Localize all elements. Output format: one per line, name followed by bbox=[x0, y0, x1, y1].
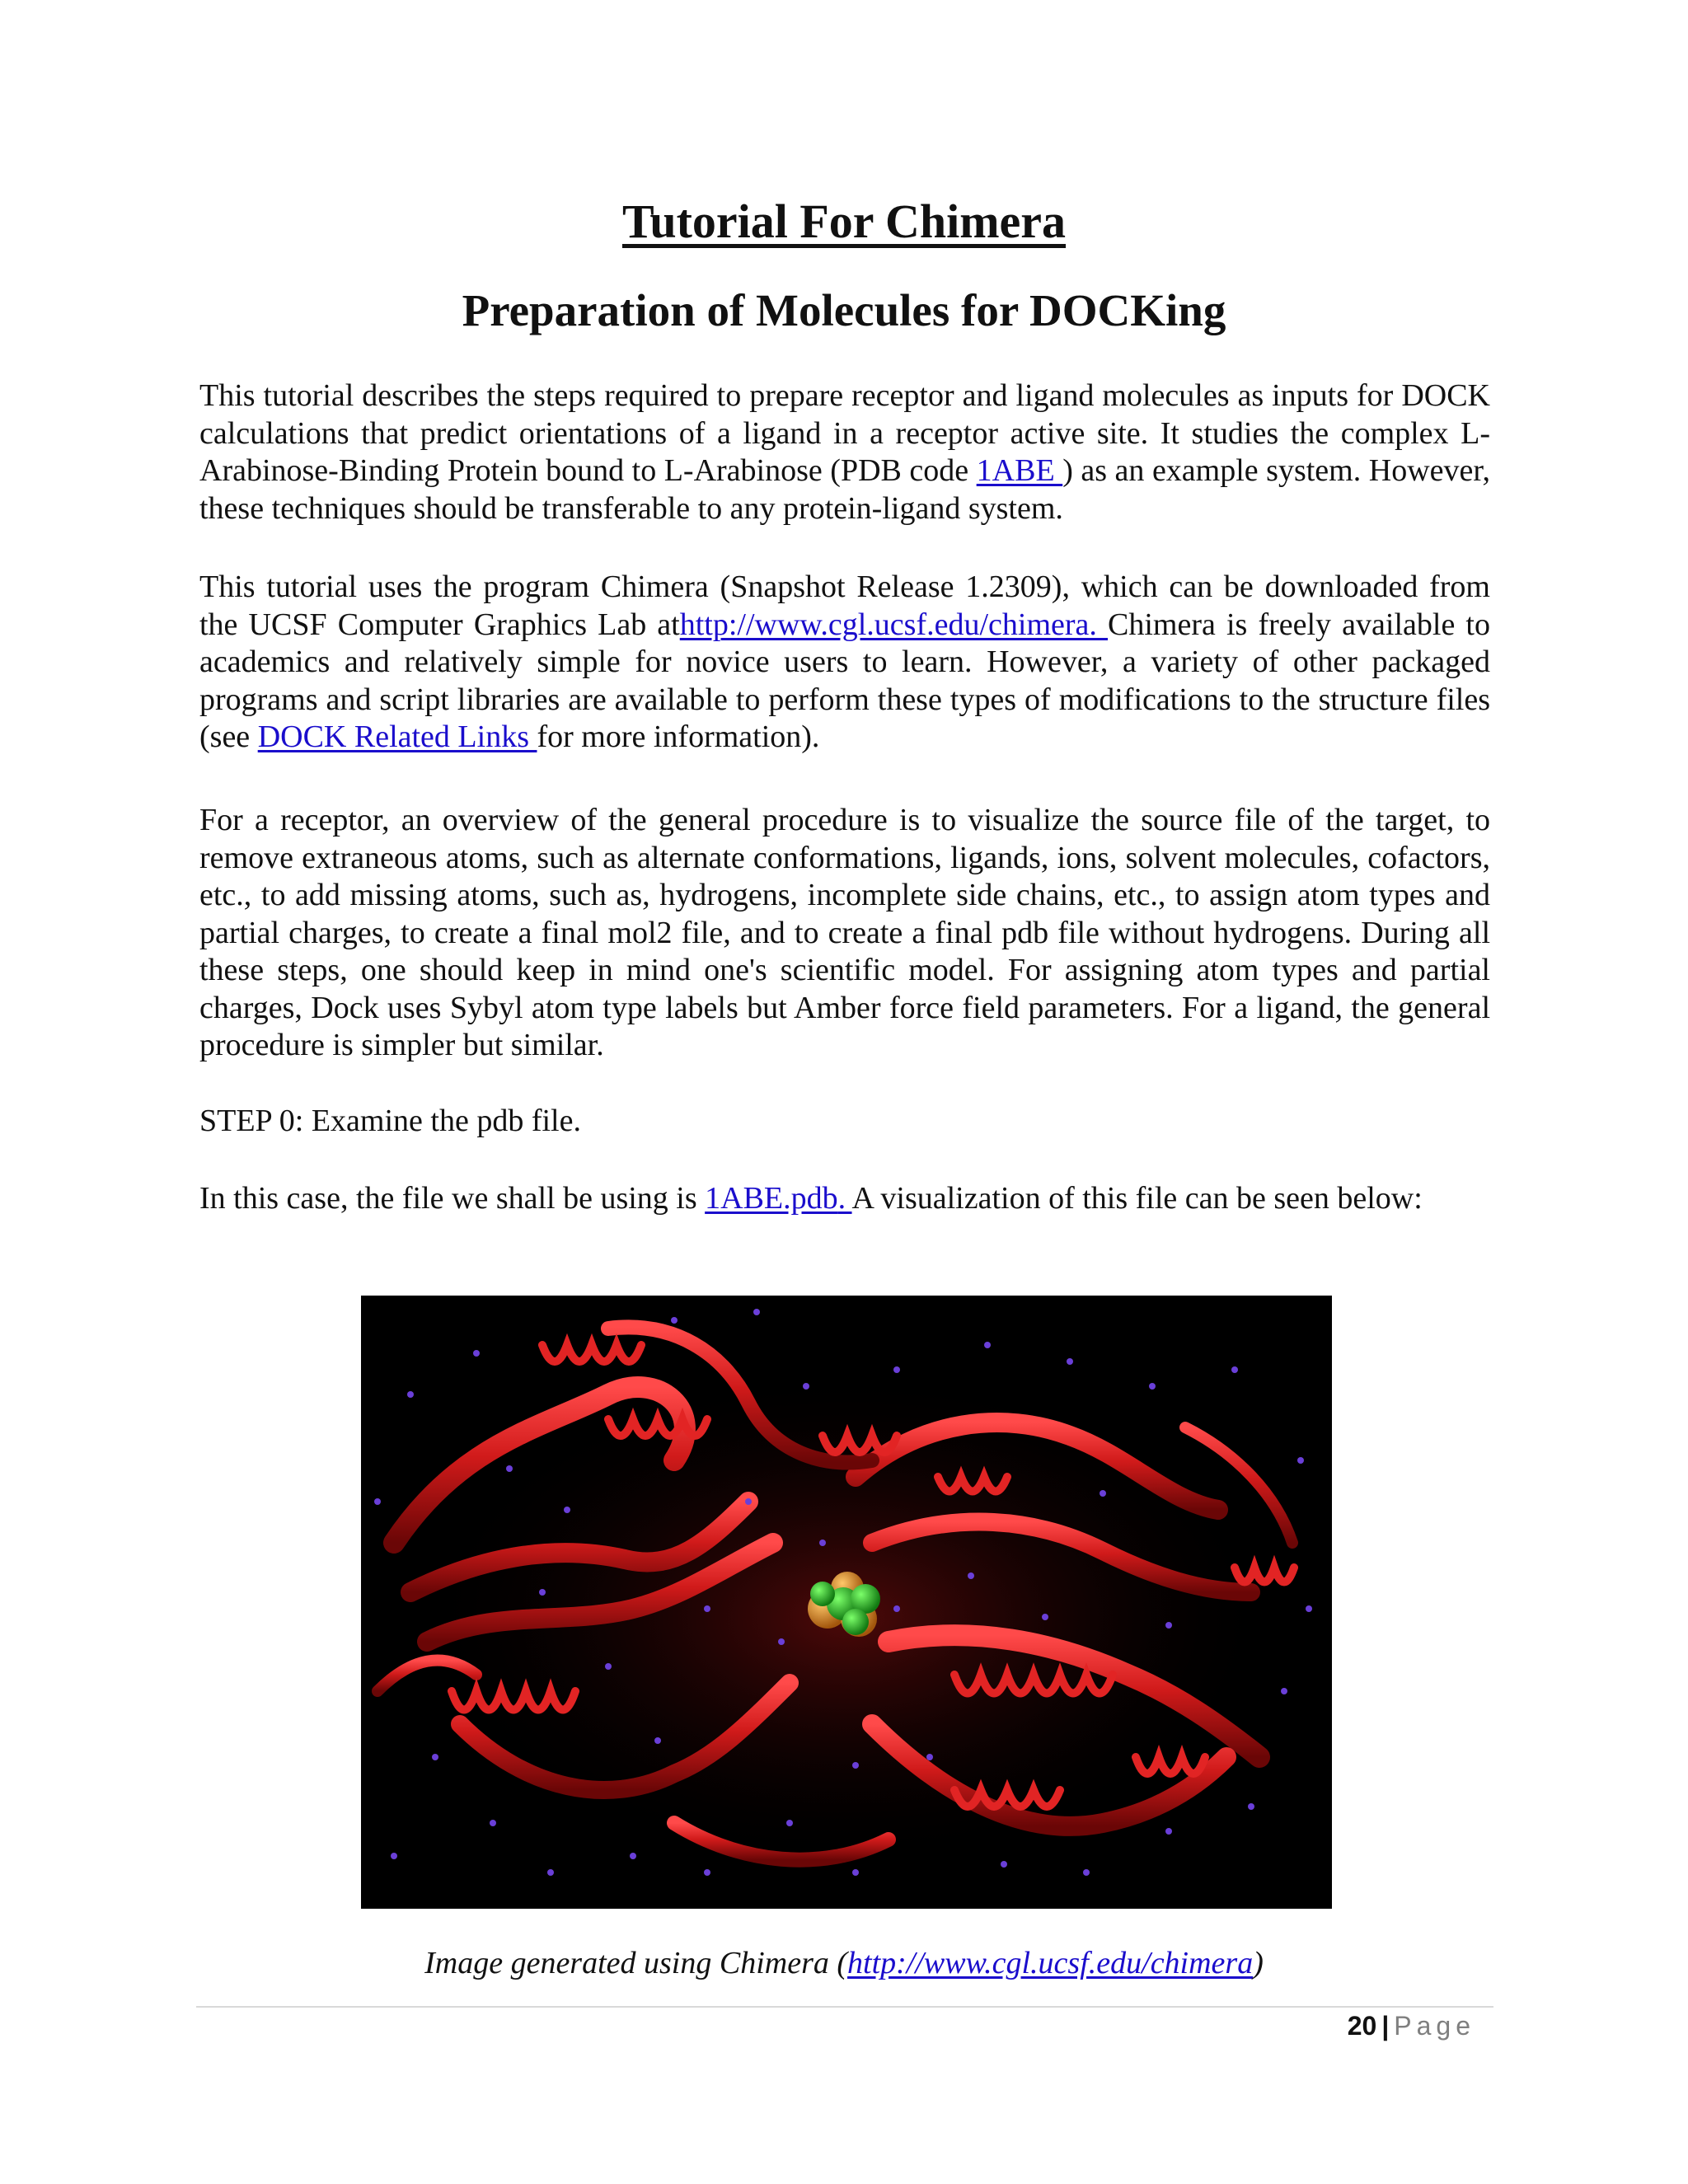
pdb-file-link-trail: . bbox=[837, 1181, 852, 1216]
dock-related-links-link[interactable]: DOCK Related Links bbox=[257, 719, 537, 754]
chimera-text-c: for more information). bbox=[537, 719, 820, 754]
page-footer bbox=[1348, 2011, 1475, 2041]
caption-chimera-link[interactable]: http://www.cgl.ucsf.edu/chimera bbox=[847, 1946, 1254, 1980]
caption-text-b: ) bbox=[1253, 1946, 1264, 1980]
intro-paragraph bbox=[199, 377, 1490, 527]
figure-caption bbox=[0, 1945, 1688, 1981]
page-title: Tutorial For Chimera bbox=[621, 194, 1067, 248]
chimera-paragraph bbox=[199, 569, 1490, 757]
chimera-text-b: Chimera is freely available to academics and relatively simple for novice users to learn. However, a variety of other packaged programs and script libraries are available to perform these types of modifications to the structure files (see bbox=[199, 607, 1490, 754]
step-0-heading: STEP 0: Examine the pdb file. bbox=[199, 1104, 581, 1138]
caption-text-a: Image generated using Chimera ( bbox=[424, 1946, 848, 1980]
pdb-file-link[interactable]: 1ABE.pdb bbox=[705, 1181, 838, 1216]
pdb-file-text-c: A visualization of this file can be seen below: bbox=[851, 1181, 1423, 1216]
page-subtitle: Preparation of Molecules for DOCKing bbox=[462, 285, 1226, 335]
chimera-text-a: This tutorial uses the program Chimera (Snapshot Release 1.2309), which can be downloaded from the UCSF Computer Graphics Lab at bbox=[199, 569, 1490, 642]
pdb-file-paragraph bbox=[199, 1180, 1490, 1218]
procedure-paragraph: For a receptor, an overview of the general procedure is to visualize the source file of the target, to remove extraneous atoms, such as alternate conformations, ligands, ions, solvent molecules, cofactors, etc., to add missing atoms, such as, hydrogens, incomplete side chains, etc., to assign atom types and partial charges, to create a final mol2 file, and to create a final pdb file without hydrogens. During all these steps, one should keep in mind one's scientific model. For assigning atom types and partial charges, Dock uses Sybyl atom type labels but Amber force field parameters. For a ligand, the general procedure is simpler but similar. bbox=[199, 803, 1490, 1062]
pdb-code-link[interactable]: 1ABE bbox=[976, 453, 1063, 488]
page-number: 20 bbox=[1347, 2011, 1377, 2041]
protein-ribbon-illustration bbox=[361, 1296, 1332, 1909]
page-label: Page bbox=[1394, 2011, 1475, 2041]
chimera-download-link[interactable]: http://www.cgl.ucsf.edu/chimera. bbox=[679, 607, 1109, 642]
footer-divider bbox=[196, 2006, 1493, 2008]
footer-separator: | bbox=[1381, 2011, 1390, 2041]
intro-text-b: ) as an example system. However, these techniques should be transferable to any protein-ligand system. bbox=[199, 453, 1491, 526]
protein-visualization-image bbox=[361, 1296, 1332, 1909]
intro-text-a: This tutorial describes the steps required to prepare receptor and ligand molecules as inputs for DOCK calculations that predict orientations of a ligand in a receptor active site. It studies the complex L-Arabinose-Binding Protein bound to L-Arabinose (PDB code bbox=[199, 378, 1490, 488]
pdb-file-text-a: In this case, the file we shall be using is bbox=[199, 1181, 706, 1216]
